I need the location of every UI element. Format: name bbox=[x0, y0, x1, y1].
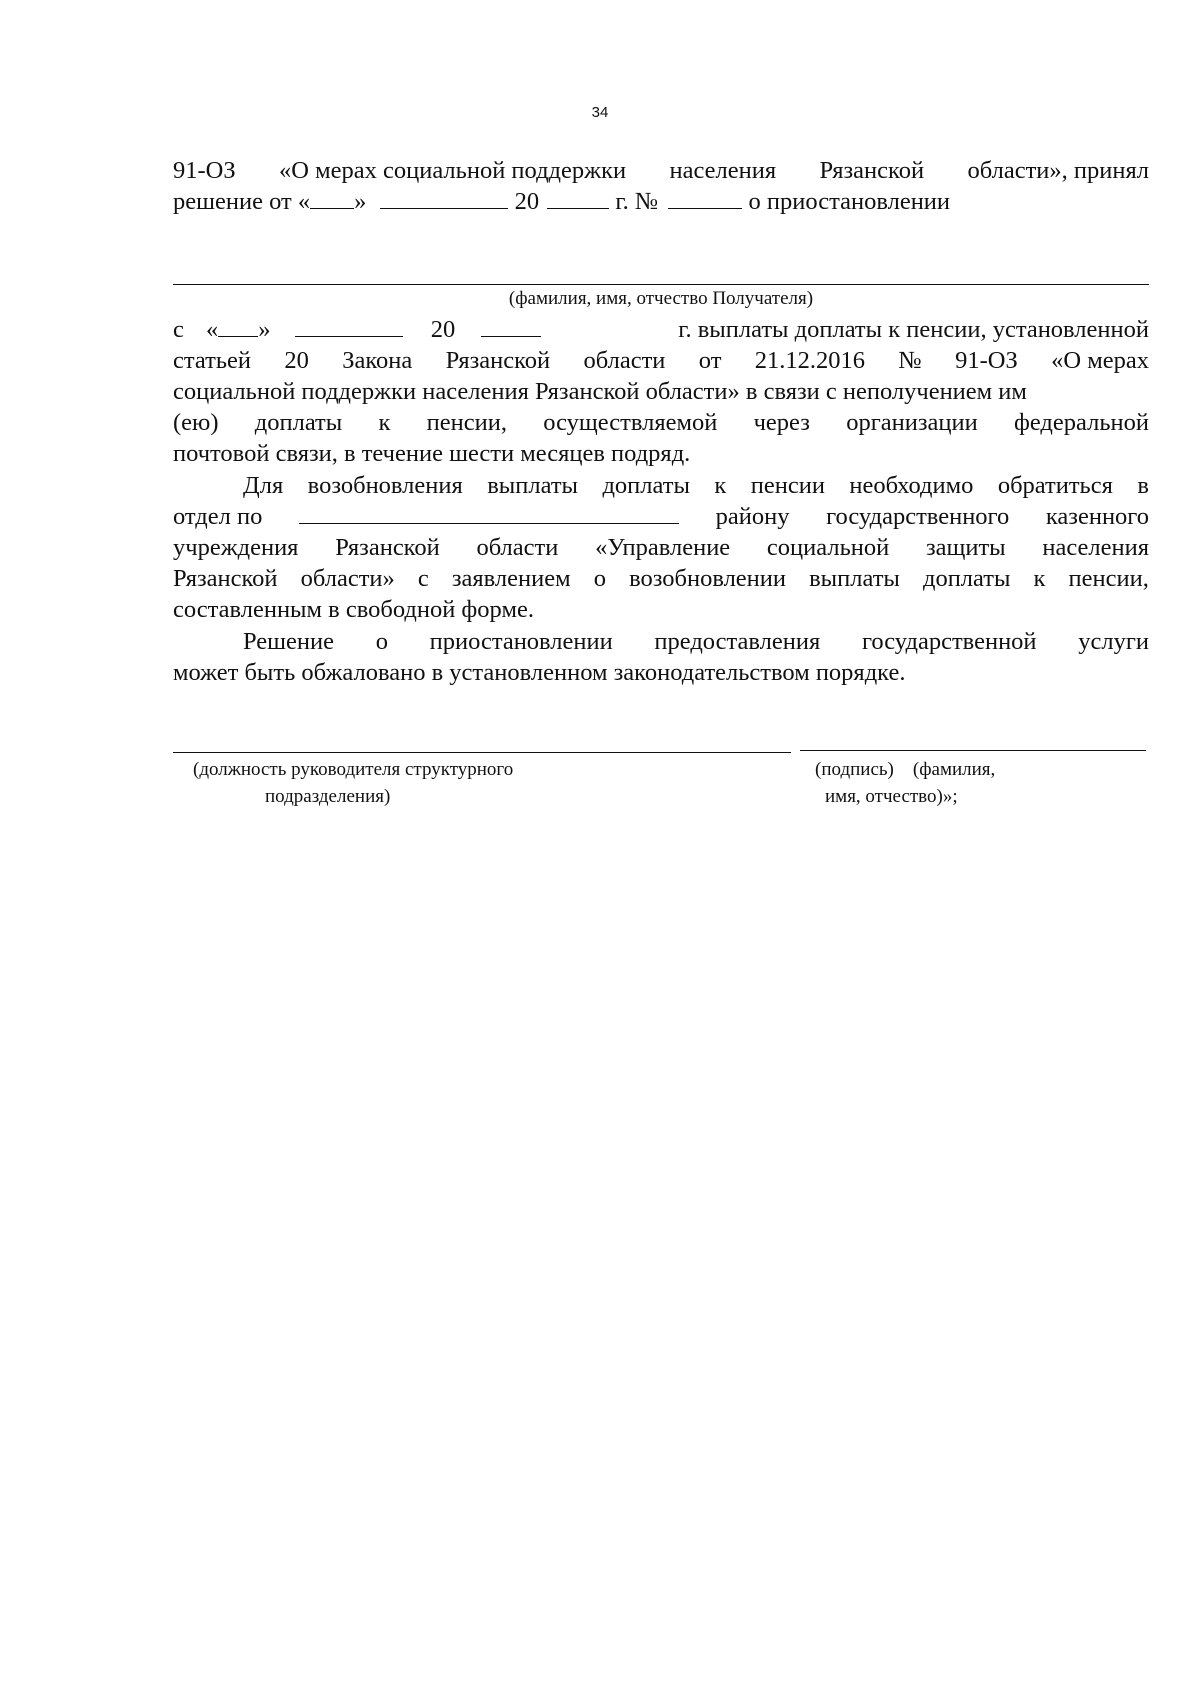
word: № bbox=[898, 347, 922, 374]
word: доплаты bbox=[922, 565, 1011, 592]
start-day-blank bbox=[218, 314, 258, 337]
word: к bbox=[378, 409, 391, 436]
word: о bbox=[375, 628, 388, 655]
word: пенсии, bbox=[1068, 565, 1149, 592]
word: населения bbox=[1042, 534, 1149, 561]
start-year-blank bbox=[481, 314, 541, 337]
start-month-blank bbox=[295, 314, 403, 337]
text-fragment: району bbox=[715, 503, 790, 530]
word: приостановлении bbox=[429, 628, 613, 655]
decision-month-blank bbox=[380, 186, 508, 209]
word: предоставления bbox=[654, 628, 821, 655]
word: доплаты bbox=[602, 472, 690, 499]
signature-name-line bbox=[800, 750, 1146, 751]
word: возобновления bbox=[307, 472, 463, 499]
word: «О мерах bbox=[1051, 347, 1149, 374]
word: осуществляемой bbox=[543, 409, 718, 436]
decision-day-blank bbox=[310, 186, 354, 209]
signature-name-caption: (подпись) (фамилия, bbox=[815, 759, 996, 780]
text-line bbox=[173, 532, 1149, 563]
word: 21.12.2016 bbox=[754, 347, 866, 374]
word: к bbox=[714, 472, 727, 499]
word: 91-ОЗ bbox=[955, 347, 1018, 374]
text-fragment: 20 bbox=[514, 188, 540, 215]
text-fragment: « bbox=[206, 316, 219, 343]
word: выплаты bbox=[809, 565, 900, 592]
paragraph-suspension bbox=[173, 314, 1149, 469]
word: области» bbox=[300, 565, 395, 592]
word: от bbox=[698, 347, 722, 374]
text-line: почтовой связи, в течение шести месяцев подряд. bbox=[173, 440, 691, 467]
text-fragment: казенного bbox=[1045, 503, 1149, 530]
word: необходимо bbox=[849, 472, 974, 499]
text-fragment: г. № bbox=[615, 188, 659, 215]
recipient-caption: (фамилия, имя, отчество Получателя) bbox=[508, 288, 814, 309]
word: области», принял bbox=[967, 157, 1149, 184]
signature-name-caption-continued: имя, отчество)»; bbox=[825, 786, 958, 807]
word: защиты bbox=[925, 534, 1006, 561]
text-fragment: государственного bbox=[826, 503, 1010, 530]
text-line bbox=[173, 563, 1149, 594]
word: социальной bbox=[766, 534, 890, 561]
paragraph-law-reference bbox=[173, 155, 1149, 217]
word: Рязанской bbox=[819, 157, 925, 184]
word: статьей bbox=[173, 347, 251, 374]
text-fragment: » bbox=[258, 316, 271, 343]
word: Рязанской bbox=[335, 534, 440, 561]
text-line: составленным в свободной форме. bbox=[173, 596, 534, 623]
text-line bbox=[173, 186, 1149, 217]
word: Решение bbox=[243, 628, 335, 655]
word: выплаты bbox=[487, 472, 579, 499]
word: через bbox=[753, 409, 810, 436]
text-fragment: с bbox=[173, 316, 184, 343]
word: «О мерах социальной поддержки bbox=[279, 157, 627, 184]
word: доплаты bbox=[254, 409, 343, 436]
word: пенсии bbox=[750, 472, 825, 499]
word: заявлением bbox=[451, 565, 571, 592]
word: с bbox=[417, 565, 429, 592]
word: учреждения bbox=[173, 534, 299, 561]
word: организации bbox=[846, 409, 978, 436]
word: (ею) bbox=[173, 409, 219, 436]
word: Рязанской bbox=[173, 565, 278, 592]
text-line bbox=[173, 345, 1149, 376]
text-line bbox=[173, 314, 1149, 345]
text-fragment: решение от « bbox=[173, 188, 311, 215]
word: возобновлении bbox=[629, 565, 787, 592]
text-fragment: отдел по bbox=[173, 503, 263, 530]
recipient-name-line bbox=[173, 284, 1149, 285]
text-line: может быть обжаловано в установленном законодательством порядке. bbox=[173, 659, 906, 686]
word: о bbox=[593, 565, 606, 592]
text-fragment: » bbox=[354, 188, 367, 215]
word: государственной bbox=[861, 628, 1037, 655]
position-signature-line bbox=[173, 752, 791, 753]
word: населения bbox=[669, 157, 777, 184]
word: 91-ОЗ bbox=[173, 157, 236, 184]
word: в bbox=[1137, 472, 1149, 499]
text-fragment: о приостановлении bbox=[748, 188, 951, 215]
district-blank bbox=[299, 501, 679, 524]
word: 20 bbox=[284, 347, 309, 374]
text-line: социальной поддержки населения Рязанской области» в связи с неполучением им bbox=[173, 378, 1027, 405]
position-caption: (должность руководителя структурного bbox=[193, 759, 514, 780]
word: Рязанской bbox=[445, 347, 551, 374]
word: «Управление bbox=[595, 534, 731, 561]
word: пенсии, bbox=[426, 409, 507, 436]
text-fragment: 20 bbox=[430, 316, 456, 343]
decision-number-blank bbox=[668, 186, 742, 209]
text-line bbox=[173, 407, 1149, 438]
word: к bbox=[1033, 565, 1046, 592]
text-line bbox=[173, 501, 1149, 532]
word: Закона bbox=[342, 347, 413, 374]
decision-year-blank bbox=[547, 186, 609, 209]
paragraph-appeal bbox=[173, 626, 1149, 688]
paragraph-resumption bbox=[173, 470, 1149, 625]
text-line bbox=[173, 626, 1149, 657]
word: области bbox=[583, 347, 666, 374]
text-line bbox=[173, 470, 1149, 501]
position-caption-continued: подразделения) bbox=[265, 786, 391, 807]
text-line bbox=[173, 155, 1149, 186]
text-fragment: г. выплаты доплаты к пенсии, установленной bbox=[678, 316, 1149, 343]
page-number: 34 bbox=[591, 104, 609, 121]
word: услуги bbox=[1078, 628, 1149, 655]
word: федеральной bbox=[1014, 409, 1149, 436]
word: Для bbox=[243, 472, 284, 499]
word: обратиться bbox=[997, 472, 1113, 499]
word: области bbox=[476, 534, 559, 561]
